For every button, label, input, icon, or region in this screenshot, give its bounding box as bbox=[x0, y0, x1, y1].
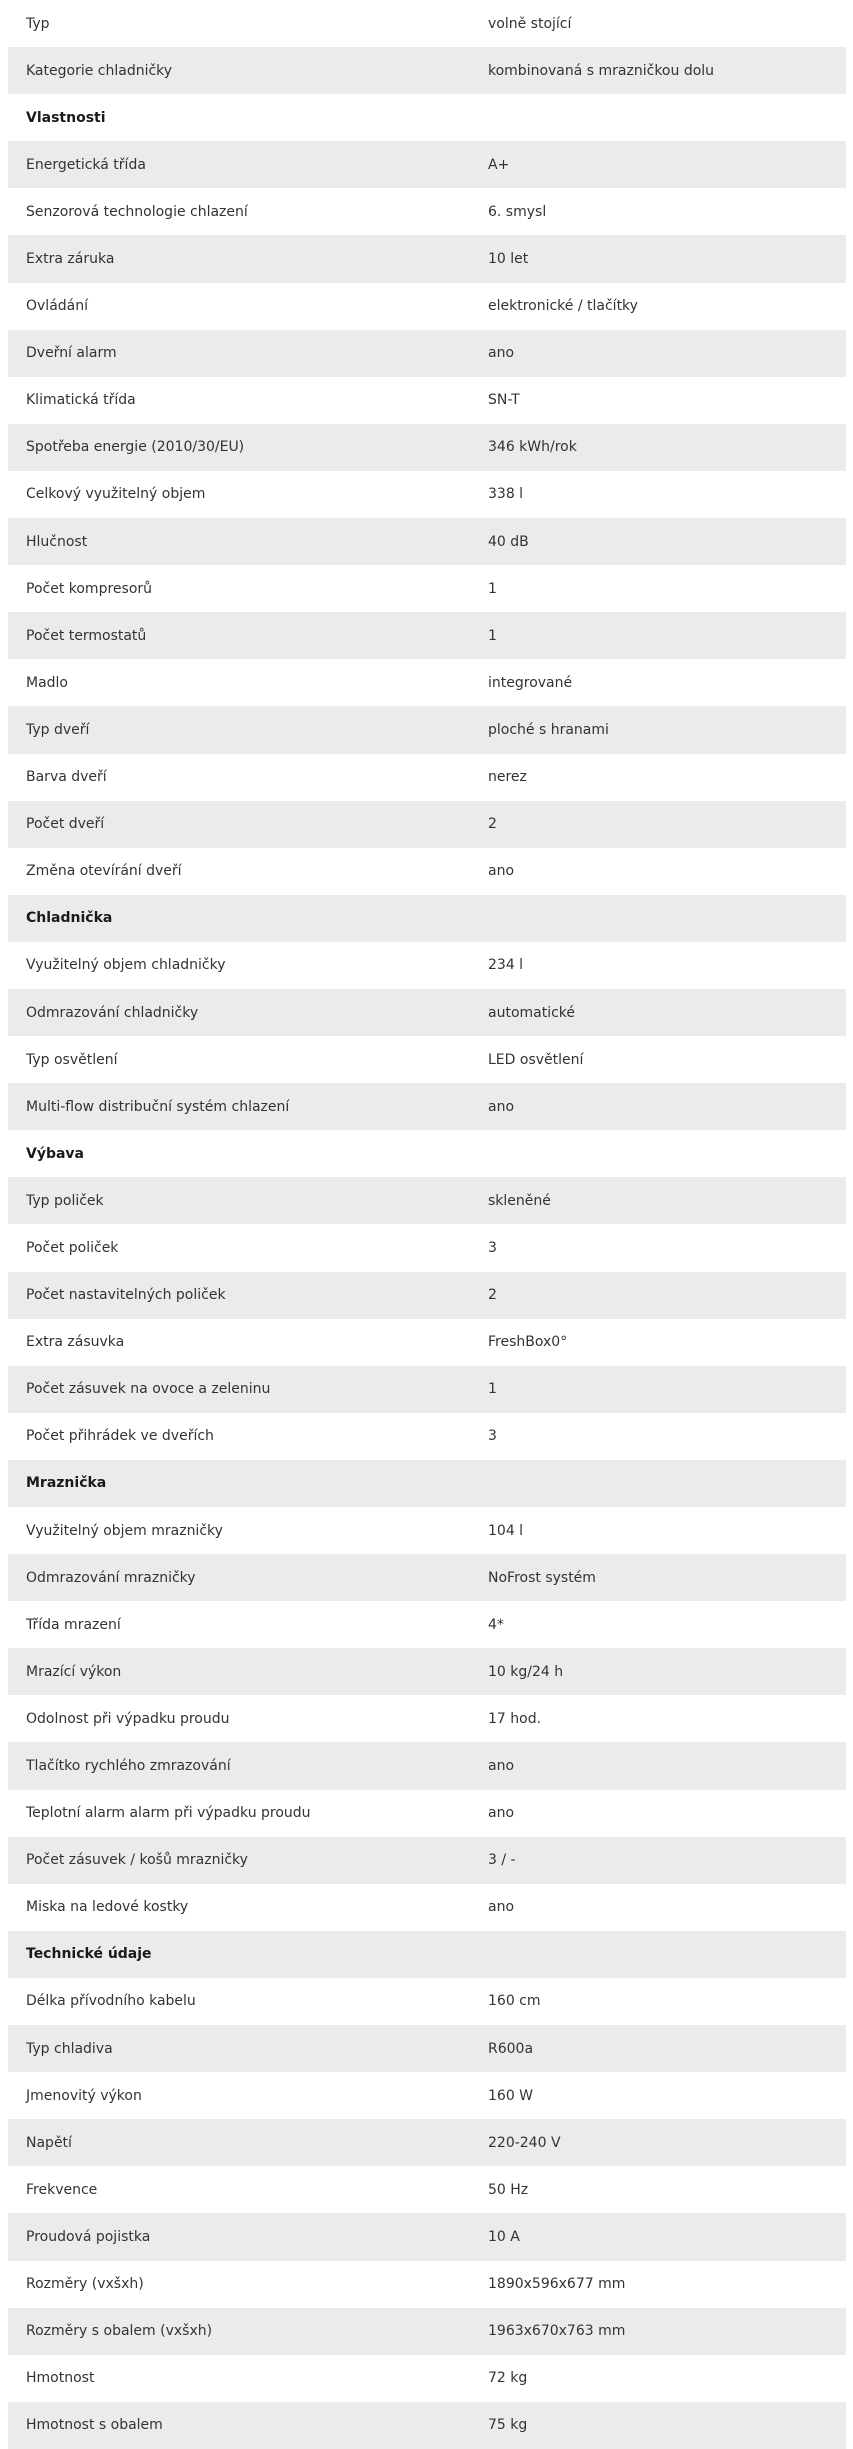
spec-value: FreshBox0° bbox=[488, 1334, 568, 1351]
section-title: Mraznička bbox=[26, 1475, 107, 1492]
spec-row bbox=[8, 1695, 846, 1742]
spec-label: Klimatická třída bbox=[26, 392, 136, 409]
section-title: Chladnička bbox=[26, 910, 113, 927]
spec-value: 1890x596x677 mm bbox=[488, 2276, 626, 2293]
spec-value: A+ bbox=[488, 156, 510, 173]
spec-row bbox=[8, 1413, 846, 1460]
spec-label: Hmotnost s obalem bbox=[26, 2417, 163, 2434]
spec-value: automatické bbox=[488, 1004, 576, 1021]
spec-label: Rozměry s obalem (vxšxh) bbox=[26, 2323, 213, 2340]
section-header-row bbox=[8, 1931, 846, 1978]
spec-label: Napětí bbox=[26, 2134, 72, 2151]
spec-row bbox=[8, 2025, 846, 2072]
spec-label: Typ osvětlení bbox=[26, 1051, 118, 1068]
spec-value: 1 bbox=[488, 580, 497, 597]
section-title: Technické údaje bbox=[26, 1946, 152, 1963]
spec-label: Dveřní alarm bbox=[26, 345, 117, 362]
spec-value: volně stojící bbox=[488, 15, 572, 32]
spec-label: Kategorie chladničky bbox=[26, 62, 173, 79]
spec-label: Hmotnost bbox=[26, 2370, 95, 2387]
spec-label: Miska na ledové kostky bbox=[26, 1899, 189, 1916]
specification-table bbox=[8, 0, 846, 2449]
spec-value: 10 A bbox=[488, 2228, 520, 2245]
spec-row bbox=[8, 1366, 846, 1413]
spec-label: Multi-flow distribuční systém chlazení bbox=[26, 1098, 290, 1115]
spec-row bbox=[8, 1224, 846, 1271]
spec-value: 2 bbox=[488, 1287, 497, 1304]
spec-value: ano bbox=[488, 345, 515, 362]
spec-value: kombinovaná s mrazničkou dolu bbox=[488, 62, 715, 79]
spec-row bbox=[8, 1083, 846, 1130]
spec-value: 1 bbox=[488, 1381, 497, 1398]
spec-value: 75 kg bbox=[488, 2417, 528, 2434]
spec-row bbox=[8, 283, 846, 330]
spec-value: 3 bbox=[488, 1239, 497, 1256]
spec-value: 160 cm bbox=[488, 1993, 541, 2010]
spec-label: Ovládání bbox=[26, 298, 89, 315]
spec-row bbox=[8, 2166, 846, 2213]
spec-value: 6. smysl bbox=[488, 203, 547, 220]
spec-value: 234 l bbox=[488, 957, 524, 974]
spec-label: Spotřeba energie (2010/30/EU) bbox=[26, 439, 245, 456]
spec-row bbox=[8, 141, 846, 188]
spec-row bbox=[8, 942, 846, 989]
spec-label: Extra zásuvka bbox=[26, 1334, 125, 1351]
spec-label: Typ poliček bbox=[26, 1192, 104, 1209]
spec-row bbox=[8, 1177, 846, 1224]
spec-row bbox=[8, 1790, 846, 1837]
spec-value: 50 Hz bbox=[488, 2181, 529, 2198]
spec-value: integrované bbox=[488, 674, 573, 691]
spec-label: Extra záruka bbox=[26, 251, 115, 268]
spec-value: elektronické / tlačítky bbox=[488, 298, 638, 315]
spec-row bbox=[8, 1837, 846, 1884]
spec-label: Barva dveří bbox=[26, 769, 107, 786]
spec-value: 3 bbox=[488, 1428, 497, 1445]
spec-row bbox=[8, 0, 846, 47]
spec-label: Proudová pojistka bbox=[26, 2228, 151, 2245]
spec-label: Mrazící výkon bbox=[26, 1663, 122, 1680]
spec-label: Typ chladiva bbox=[26, 2040, 113, 2057]
spec-row bbox=[8, 1978, 846, 2025]
spec-value: ano bbox=[488, 1805, 515, 1822]
spec-row bbox=[8, 47, 846, 94]
spec-value: 3 / - bbox=[488, 1852, 516, 1869]
spec-label: Teplotní alarm alarm při výpadku proudu bbox=[26, 1805, 311, 1822]
spec-row bbox=[8, 377, 846, 424]
spec-row bbox=[8, 2355, 846, 2402]
spec-row bbox=[8, 1554, 846, 1601]
spec-value: ano bbox=[488, 1899, 515, 1916]
spec-label: Třída mrazení bbox=[26, 1616, 121, 1633]
section-header-row bbox=[8, 94, 846, 141]
spec-value: 338 l bbox=[488, 486, 524, 503]
spec-row bbox=[8, 1601, 846, 1648]
spec-row bbox=[8, 2261, 846, 2308]
spec-value: R600a bbox=[488, 2040, 534, 2057]
spec-row bbox=[8, 471, 846, 518]
spec-row bbox=[8, 612, 846, 659]
spec-value: LED osvětlení bbox=[488, 1051, 584, 1068]
spec-value: 1 bbox=[488, 627, 497, 644]
spec-row bbox=[8, 2308, 846, 2355]
spec-label: Počet poliček bbox=[26, 1239, 119, 1256]
spec-row bbox=[8, 424, 846, 471]
spec-label: Počet dveří bbox=[26, 816, 105, 833]
section-title: Výbava bbox=[26, 1145, 85, 1162]
spec-row bbox=[8, 1319, 846, 1366]
section-header-row bbox=[8, 1460, 846, 1507]
spec-value: NoFrost systém bbox=[488, 1569, 596, 1586]
spec-label: Energetická třída bbox=[26, 156, 146, 173]
spec-label: Typ bbox=[26, 15, 50, 32]
spec-value: 220-240 V bbox=[488, 2134, 561, 2151]
spec-value: 4* bbox=[488, 1616, 504, 1633]
spec-value: 40 dB bbox=[488, 533, 529, 550]
spec-value: ploché s hranami bbox=[488, 721, 609, 738]
spec-value: ano bbox=[488, 1098, 515, 1115]
spec-value: 1963x670x763 mm bbox=[488, 2323, 626, 2340]
spec-label: Rozměry (vxšxh) bbox=[26, 2276, 144, 2293]
spec-label: Odolnost při výpadku proudu bbox=[26, 1710, 230, 1727]
spec-value: skleněné bbox=[488, 1192, 551, 1209]
spec-label: Počet zásuvek / košů mrazničky bbox=[26, 1852, 248, 1869]
spec-row bbox=[8, 2119, 846, 2166]
spec-row bbox=[8, 989, 846, 1036]
spec-label: Senzorová technologie chlazení bbox=[26, 203, 248, 220]
spec-value: nerez bbox=[488, 769, 527, 786]
spec-row bbox=[8, 1036, 846, 1083]
spec-value: 160 W bbox=[488, 2087, 534, 2104]
spec-row bbox=[8, 2072, 846, 2119]
spec-label: Hlučnost bbox=[26, 533, 88, 550]
spec-value: 17 hod. bbox=[488, 1710, 542, 1727]
spec-row bbox=[8, 188, 846, 235]
spec-value: SN-T bbox=[488, 392, 520, 409]
spec-value: 10 kg/24 h bbox=[488, 1663, 564, 1680]
spec-row bbox=[8, 518, 846, 565]
spec-row bbox=[8, 659, 846, 706]
spec-label: Jmenovitý výkon bbox=[26, 2087, 142, 2104]
spec-label: Počet nastavitelných poliček bbox=[26, 1287, 226, 1304]
spec-value: ano bbox=[488, 863, 515, 880]
spec-row bbox=[8, 2213, 846, 2260]
spec-label: Frekvence bbox=[26, 2181, 98, 2198]
spec-label: Využitelný objem chladničky bbox=[26, 957, 226, 974]
spec-value: 346 kWh/rok bbox=[488, 439, 577, 456]
spec-value: ano bbox=[488, 1758, 515, 1775]
spec-value: 104 l bbox=[488, 1522, 524, 1539]
spec-row bbox=[8, 565, 846, 612]
spec-label: Délka přívodního kabelu bbox=[26, 1993, 196, 2010]
spec-label: Počet termostatů bbox=[26, 627, 147, 644]
section-header-row bbox=[8, 1130, 846, 1177]
spec-row bbox=[8, 235, 846, 282]
spec-row bbox=[8, 1742, 846, 1789]
spec-label: Odmrazování chladničky bbox=[26, 1004, 199, 1021]
spec-row bbox=[8, 848, 846, 895]
spec-value: 72 kg bbox=[488, 2370, 528, 2387]
spec-row bbox=[8, 1648, 846, 1695]
spec-row bbox=[8, 801, 846, 848]
spec-label: Počet přihrádek ve dveřích bbox=[26, 1428, 214, 1445]
spec-value: 2 bbox=[488, 816, 497, 833]
spec-row bbox=[8, 1507, 846, 1554]
spec-row bbox=[8, 330, 846, 377]
spec-label: Typ dveří bbox=[26, 721, 90, 738]
spec-label: Celkový využitelný objem bbox=[26, 486, 206, 503]
spec-row bbox=[8, 706, 846, 753]
spec-row bbox=[8, 1884, 846, 1931]
spec-label: Změna otevírání dveří bbox=[26, 863, 182, 880]
spec-label: Počet zásuvek na ovoce a zeleninu bbox=[26, 1381, 271, 1398]
spec-label: Počet kompresorů bbox=[26, 580, 153, 597]
spec-label: Využitelný objem mrazničky bbox=[26, 1522, 223, 1539]
spec-label: Tlačítko rychlého zmrazování bbox=[26, 1758, 231, 1775]
spec-label: Odmrazování mrazničky bbox=[26, 1569, 196, 1586]
spec-value: 10 let bbox=[488, 251, 529, 268]
spec-row bbox=[8, 754, 846, 801]
section-header-row bbox=[8, 895, 846, 942]
spec-row bbox=[8, 2402, 846, 2449]
spec-row bbox=[8, 1272, 846, 1319]
spec-label: Madlo bbox=[26, 674, 68, 691]
section-title: Vlastnosti bbox=[26, 109, 106, 126]
